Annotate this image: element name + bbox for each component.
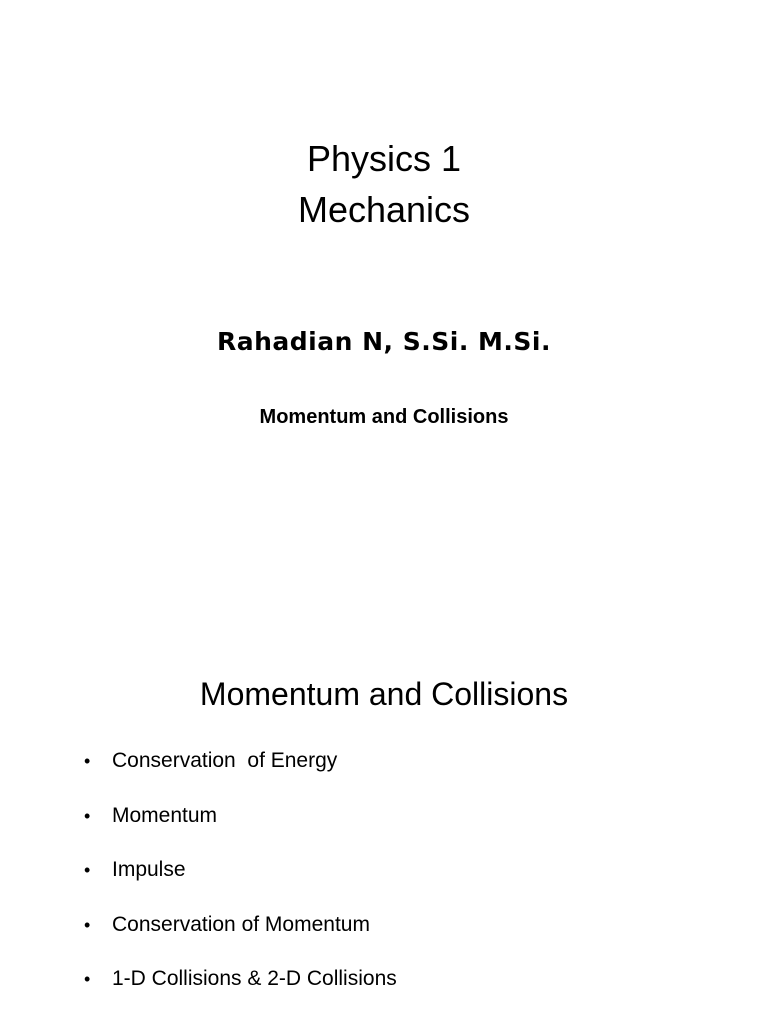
bullet-text: Conservation of Momentum xyxy=(112,912,370,936)
list-item xyxy=(84,964,397,1019)
bullet-text: Impulse xyxy=(112,858,186,881)
slide-title-line-1: Physics 1 xyxy=(306,138,462,179)
content-slide xyxy=(0,640,768,1024)
content-slide-title: Momentum and Collisions xyxy=(199,676,569,712)
bullet-text: Conservation of Energy xyxy=(112,749,338,772)
author-name: Rahadian N, S.Si. M.Si. xyxy=(217,327,551,356)
bullet-icon: • xyxy=(84,860,91,880)
list-item xyxy=(84,855,186,910)
slide-subtitle: Momentum and Collisions xyxy=(259,406,509,428)
list-item xyxy=(84,746,338,801)
bullet-text: Momentum xyxy=(112,803,218,827)
bullet-icon: • xyxy=(84,914,91,935)
bullet-text: 1-D Collisions & 2-D Collisions xyxy=(112,967,397,990)
bullet-icon: • xyxy=(84,969,91,989)
bullet-icon: • xyxy=(84,805,91,826)
bullet-icon: • xyxy=(84,751,91,771)
slide-title-line-2: Mechanics xyxy=(297,189,471,230)
list-item xyxy=(84,910,370,965)
bullet-list xyxy=(84,746,397,1019)
list-item xyxy=(84,801,218,856)
